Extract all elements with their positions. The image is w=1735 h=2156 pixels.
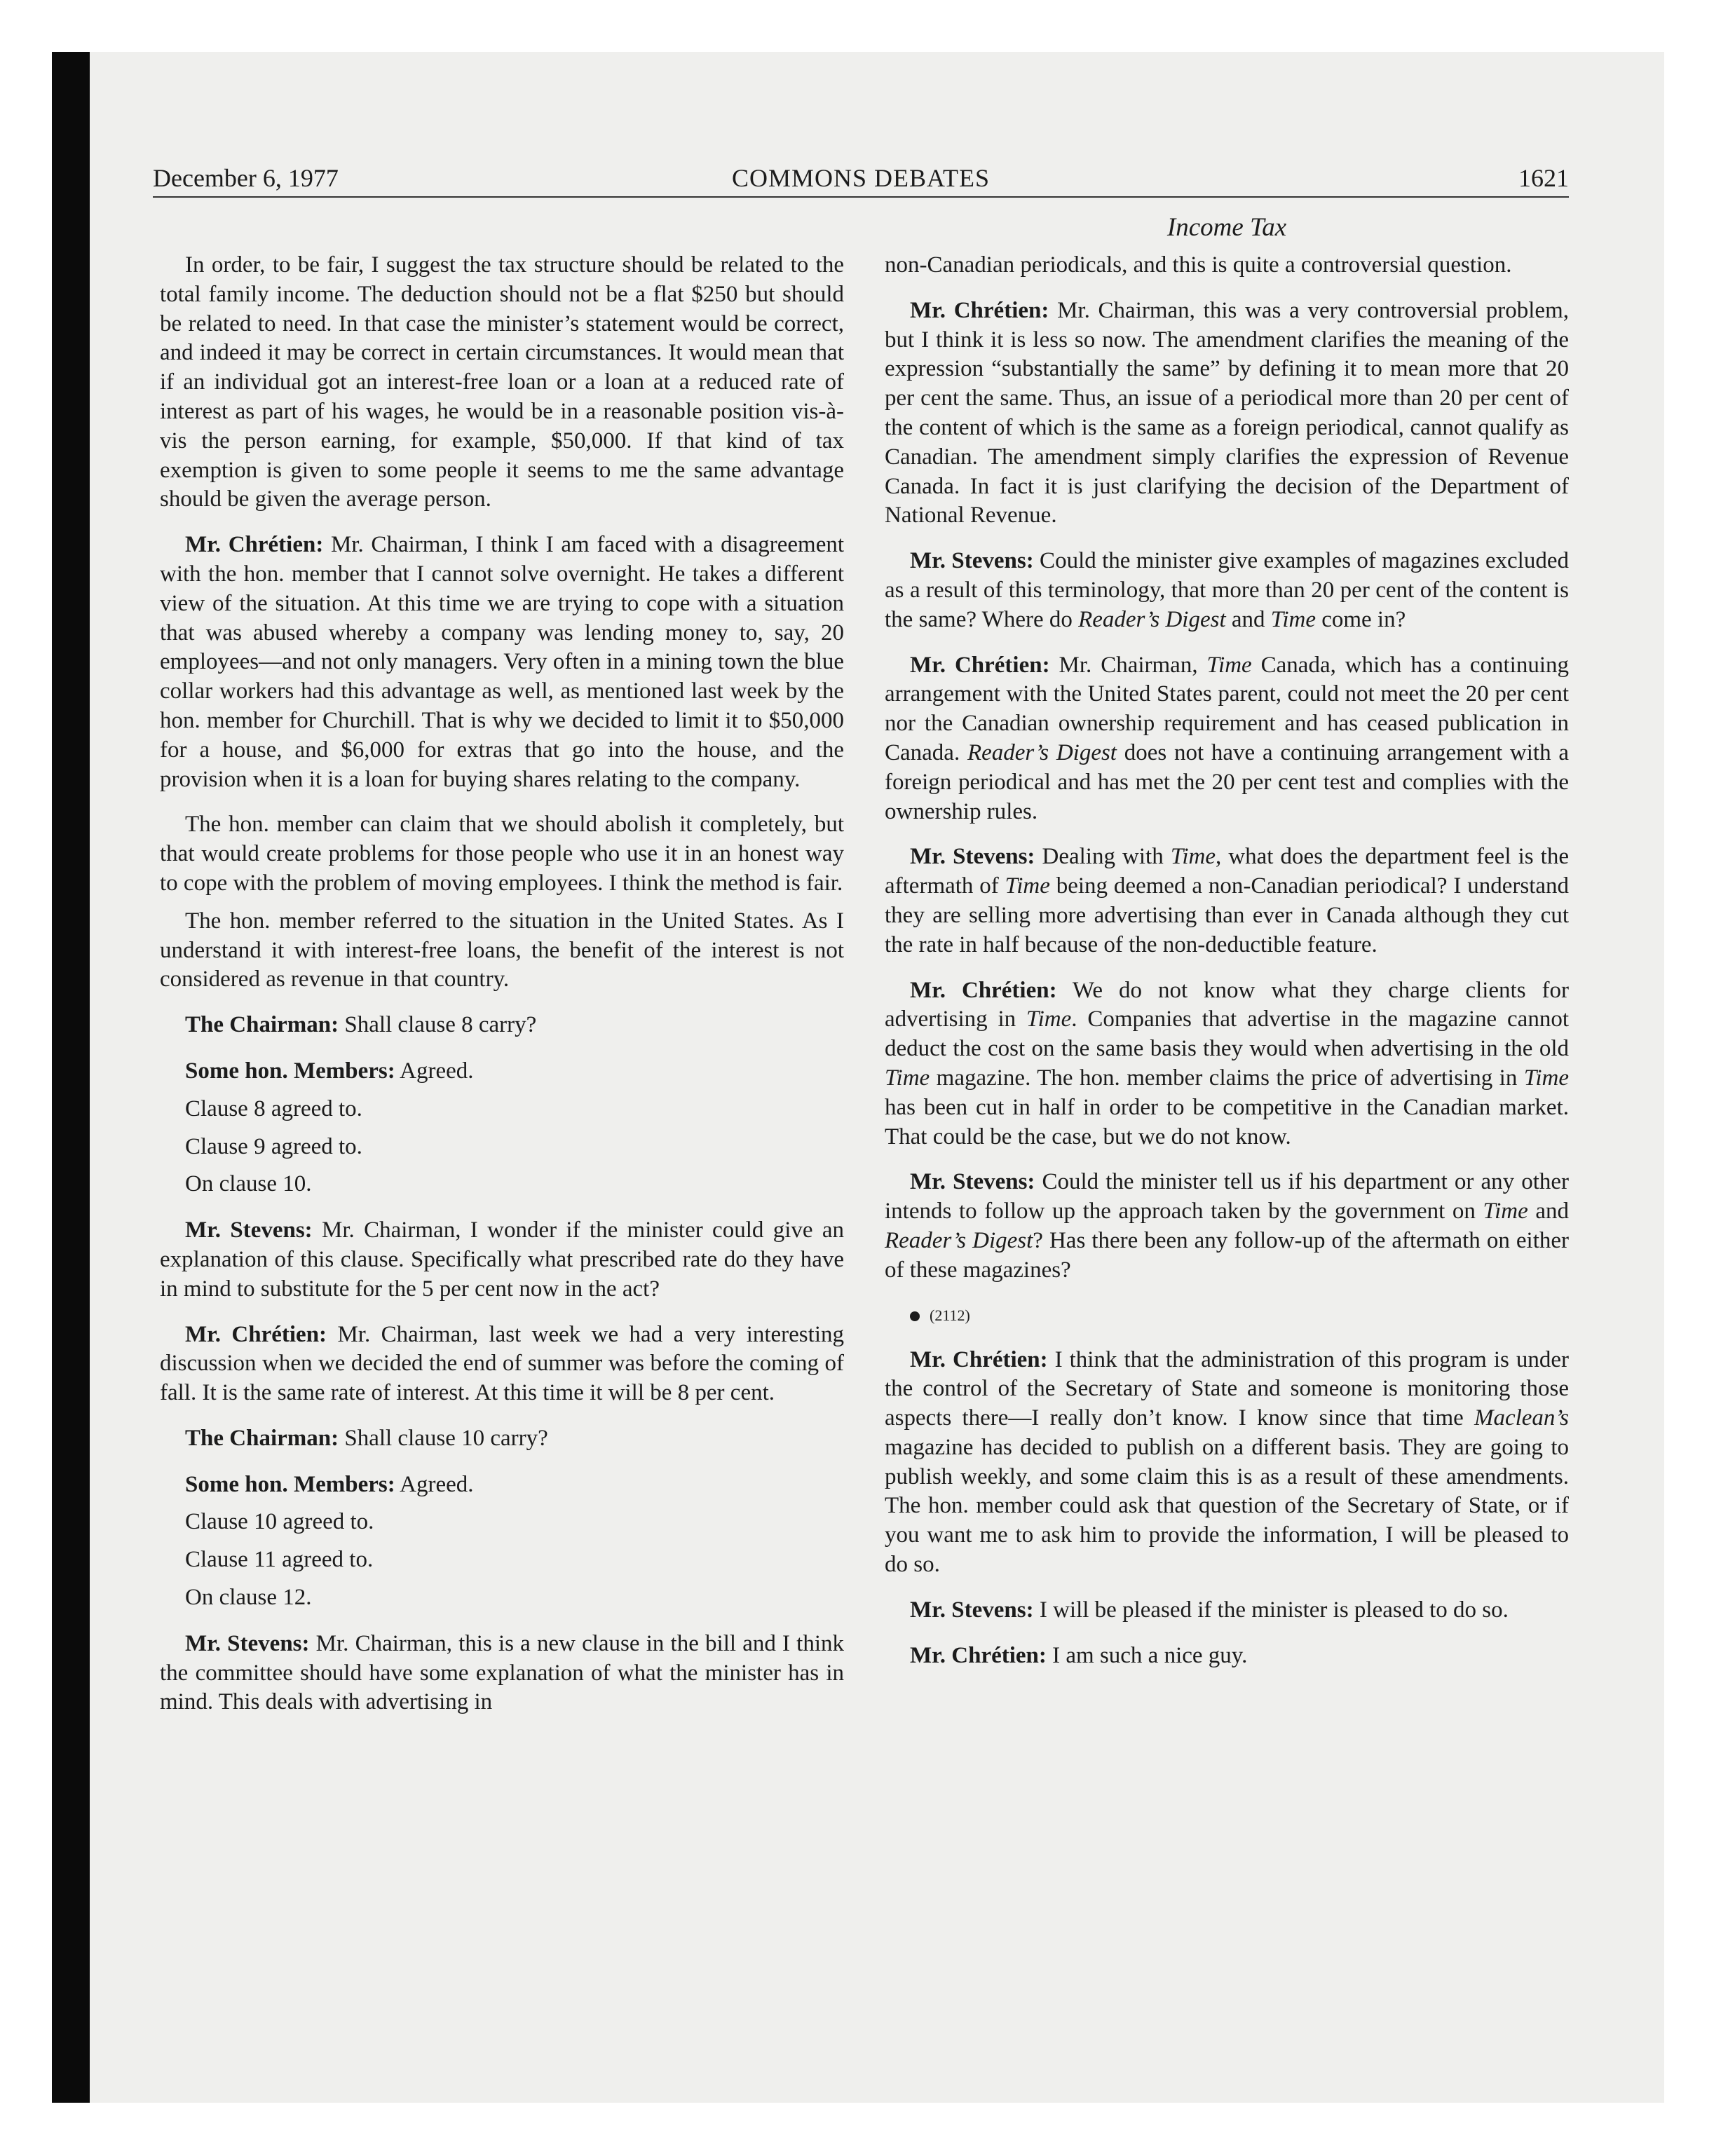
timestamp: (2112) xyxy=(930,1306,970,1324)
procedural-line: Clause 11 agreed to. xyxy=(185,1547,374,1573)
speaker-name: Mr. Chrétien: xyxy=(910,1346,1048,1372)
speech-text: Mr. Chairman, this was a very controversial problem, but I think it is less so now. The amendment clarifies the meaning of the expression “substantially the same” by defining it to mean more that 20 per cent the same. Thus, an issue of a periodical more than 20 per cent of the content of which is the same as a foreign periodical, cannot qualify as Canadian. The amendment simply clarifies the expression of Revenue Canada. In fact it is just clarifying the decision of the Department of National Revenue. xyxy=(885,297,1569,528)
section-title: Income Tax xyxy=(1166,213,1287,242)
paragraph: Mr. Stevens: Dealing with Time, what does the department feel is the aftermath of Time being deemed a non-Canadian periodical? I understand they are selling more advertising than ever in Canada although they cut the rate in half because of the non-deductible feature. xyxy=(885,844,1570,957)
paragraph: Mr. Chrétien: Mr. Chairman, Time Canada, which has a continuing arrangement with the United States parent, could not meet the 20 per cent nor the Canadian ownership requirement and has ceased publication in Canada. Reader’s Digest does not have a continuing arrangement with a foreign periodical and has met the 20 per cent test and complies with the ownership rules. xyxy=(885,652,1569,824)
speaker-name: Mr. Chrétien: xyxy=(910,297,1049,323)
header-date: December 6, 1977 xyxy=(153,164,339,192)
procedural-line: Clause 10 agreed to. xyxy=(185,1509,374,1535)
speech-text: I will be pleased if the minister is pleased to do so. xyxy=(1033,1597,1509,1623)
italic-title: Time xyxy=(1523,1065,1569,1091)
procedural-line: Clause 9 agreed to. xyxy=(185,1133,362,1159)
paragraph: non-Canadian periodicals, and this is quite a controversial question. xyxy=(885,252,1512,278)
paragraph: Mr. Stevens: Could the minister tell us if his department or any other intends to follow up the approach taken by the government on Time and Reader’s Digest? Has there been any follow-up of the aftermath on either of these magazines? xyxy=(885,1169,1569,1283)
italic-title: Time xyxy=(1005,873,1050,899)
left-column xyxy=(160,251,844,1733)
header-rule xyxy=(153,196,1569,198)
speaker-name: Some hon. Members: xyxy=(185,1058,395,1084)
speaker-name: Mr. Chrétien: xyxy=(185,532,324,558)
paragraph xyxy=(160,1471,844,1500)
paragraph xyxy=(160,1011,844,1040)
procedural-line: On clause 10. xyxy=(185,1171,312,1197)
italic-title: Time xyxy=(885,1065,930,1091)
speaker-name: Mr. Stevens: xyxy=(910,844,1035,870)
paragraph: Mr. Chrétien: I think that the administration of this program is under the control of the Secretary of State and someone is monitoring those aspects there—I really don’t know. I know since that time Maclean’s magazine has decided to publish on a different basis. They are going to publish weekly, and some claim this is as a result of these amendments. The hon. member could ask that question of the Secretary of State, or if you want me to ask him to provide the information, I will be pleased to do so. xyxy=(885,1346,1569,1578)
italic-title: Reader’s Digest xyxy=(885,1227,1033,1253)
speaker-name: Some hon. Members: xyxy=(185,1471,395,1497)
header-title: COMMONS DEBATES xyxy=(731,164,991,192)
procedural-line: On clause 12. xyxy=(185,1585,312,1611)
paragraph: Mr. Chrétien: We do not know what they charge clients for advertising in Time. Companies that advertise in the magazine cannot deduct the cost on the same basis they would when advertising in the old Time magazine. The hon. member claims the price of advertising in Time has been cut in half in order to be competitive in the Canadian market. That could be the case, but we do not know. xyxy=(885,977,1569,1149)
speaker-name: Mr. Stevens: xyxy=(910,1169,1035,1195)
speech-text: Agreed. xyxy=(395,1058,474,1084)
speaker-name: Mr. Chrétien: xyxy=(910,977,1057,1003)
speech-text: I am such a nice guy. xyxy=(1046,1642,1248,1668)
paragraph: The hon. member can claim that we should abolish it completely, but that would create problems for those people who use it in an honest way to cope with the problem of moving employees. I think the method is fair. xyxy=(160,812,844,896)
speech-text: Agreed. xyxy=(395,1471,474,1497)
paragraph xyxy=(885,296,1569,531)
speech-text: Shall clause 8 carry? xyxy=(339,1012,537,1038)
italic-title: Time xyxy=(1026,1007,1072,1032)
italic-title: Reader’s Digest xyxy=(967,739,1117,765)
speaker-name: The Chairman: xyxy=(185,1425,339,1451)
paragraph xyxy=(160,1057,844,1086)
paragraph xyxy=(885,1642,1569,1671)
paragraph: Mr. Stevens: Could the minister give examples of magazines excluded as a result of this terminology, that more than 20 per cent of the content is the same? Where do Reader’s Digest and Time come in? xyxy=(885,548,1569,632)
italic-title: Reader’s Digest xyxy=(1078,606,1226,632)
speech-text: Mr. Chairman, this is a new clause in the bill and I think the committee should have some explanation of what the minister has in mind. This deals with advertising in xyxy=(160,1630,844,1715)
paragraph xyxy=(160,1216,844,1304)
timestamp-marker xyxy=(885,1302,1569,1330)
speaker-name: Mr. Stevens: xyxy=(910,548,1034,574)
speaker-name: Mr. Chrétien: xyxy=(910,1642,1047,1668)
paragraph xyxy=(160,1321,844,1408)
italic-title: Time xyxy=(1170,844,1216,870)
paragraph xyxy=(160,1424,844,1454)
bullet-icon xyxy=(910,1311,920,1321)
binding-edge xyxy=(52,52,90,2103)
speaker-name: Mr. Chrétien: xyxy=(910,652,1050,678)
paragraph: The hon. member referred to the situation in the United States. As I understand it with interest-free loans, the benefit of the interest is not considered as revenue in that country. xyxy=(160,908,844,992)
speech-text: Mr. Chairman, I think I am faced with a disagreement with the hon. member that I cannot solve overnight. He takes a different view of the situation. At this time we are trying to cope with a situation that was abused whereby a company was lending money to, say, 20 employees—and not only managers. Very often in a mining town the blue collar workers had this advantage as well, as mentioned last week by the hon. member for Churchill. That is why we decided to limit it to $50,000 for a house, and $6,000 for extras that go into the house, and the provision when it is a loan for buying shares relating to the company. xyxy=(160,532,845,792)
speaker-name: Mr. Stevens: xyxy=(910,1597,1034,1623)
speech-text: Shall clause 10 carry? xyxy=(339,1425,548,1451)
paragraph: In order, to be fair, I suggest the tax structure should be related to the total family income. The deduction should not be a flat $250 but should be related to need. In that case the minister’s statement would be correct, and indeed it may be correct in certain circumstances. It would mean that if an individual got an interest-free loan or a loan at a reduced rate of interest as part of his wages, he would be in a reasonable position vis-à-vis the person earning, for example, $50,000. If that kind of tax exemption is given to some people it seems to me the same advantage should be given the average person. xyxy=(160,252,844,512)
italic-title: Time xyxy=(1270,606,1316,632)
italic-title: Time xyxy=(1483,1199,1528,1224)
speaker-name: Mr. Chrétien: xyxy=(185,1321,327,1347)
paragraph xyxy=(160,1630,844,1717)
speech-text: Mr. Chairman, last week we had a very interesting discussion when we decided the end of summer was before the coming of fall. It is the same rate of interest. At this time it will be 8 per cent. xyxy=(160,1321,844,1406)
header-page-number: 1621 xyxy=(1518,164,1569,192)
italic-title: Maclean’s xyxy=(1474,1405,1569,1431)
paragraph xyxy=(885,1596,1569,1625)
speaker-name: The Chairman: xyxy=(185,1012,339,1038)
right-column xyxy=(885,251,1569,1686)
procedural-line: Clause 8 agreed to. xyxy=(185,1096,362,1121)
italic-title: Time xyxy=(1206,652,1252,678)
speech-text: Mr. Chairman, I wonder if the minister could give an explanation of this clause. Specifically what prescribed rate do they have in mind to substitute for the 5 per cent now in the act? xyxy=(160,1217,844,1302)
paragraph xyxy=(160,531,844,794)
page-header xyxy=(153,160,1569,196)
speaker-name: Mr. Stevens: xyxy=(185,1217,313,1243)
speaker-name: Mr. Stevens: xyxy=(185,1630,310,1656)
